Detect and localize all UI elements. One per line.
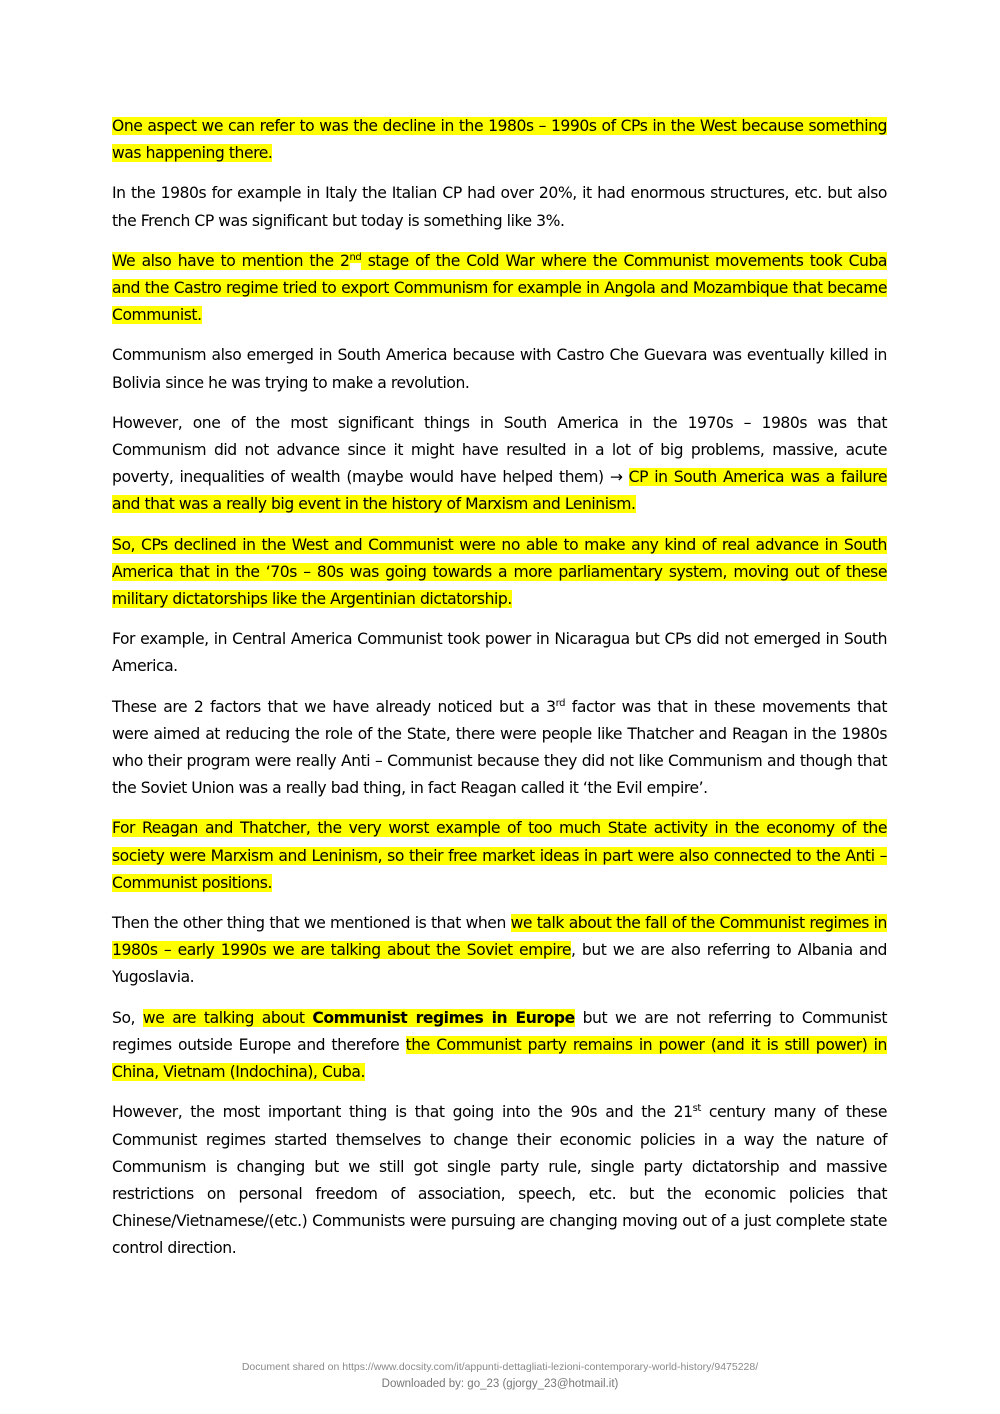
highlighted-text: stage of the Cold War where the Communist movements took Cuba and the Castro regime tried to export Communism for example in Angola and Mozambique that became Communist. (112, 251, 888, 325)
paragraph-p7 (112, 626, 887, 680)
paragraph-p3 (112, 248, 887, 330)
text-run: However, one of the most significant things in South America in the 1970s – 1980s was that Communism did not advance since it might have resulted in a lot of big problems, massive, acute poverty, inequalities of wealth (maybe would have helped them) → (112, 413, 887, 487)
highlighted-text: the Communist party remains in power (and it is still power) in China, Vietnam (Indochina), Cuba. (112, 1035, 887, 1082)
footer-shared-link[interactable]: Document shared on https://www.docsity.com/it/appunti-dettagliati-lezioni-contemporary-world-history/9475228/ (241, 1361, 759, 1373)
text-run: For example, in Central America Communist took power in Nicaragua but CPs did not emerged in South America. (112, 630, 887, 676)
paragraph-p9 (112, 815, 887, 897)
document-body (112, 113, 887, 1276)
text-run: rd (555, 697, 566, 709)
highlighted-text: For Reagan and Thatcher, the very worst example of too much State activity in the economy of the society were Marxism and Leninism, so their free market ideas in part were also connected to the Anti – Communist positions. (112, 819, 887, 892)
text-run: In the 1980s for example in Italy the Italian CP had over 20%, it had enormous structures, etc. but also the French CP was significant but today is something like 3%. (112, 184, 887, 230)
paragraph-p12 (112, 1099, 887, 1262)
text-run: century many of these Communist regimes started themselves to change their economic policies in a way the nature of Communism is changing but we still got single party rule, single party dictatorship and massive restrictions on personal freedom of association, speech, etc. but the economic policies that Chinese/Vietnamese/(etc.) Communists were pursuing are changing moving out of a just complete state control direction. (112, 1103, 887, 1258)
highlighted-text: CP in South America was a failure and that was a really big event in the history of Marxism and Leninism. (112, 468, 887, 514)
text-run: Communism also emerged in South America because with Castro Che Guevara was eventually killed in Bolivia since he was trying to make a revolution. (112, 346, 887, 392)
paragraph-p5 (112, 410, 887, 519)
paragraph-p6 (112, 532, 887, 614)
paragraph-p8 (112, 694, 887, 803)
highlighted-text: We also have to mention the 2 (112, 251, 350, 270)
paragraph-p10 (112, 910, 887, 992)
text-run: st (692, 1103, 701, 1115)
paragraph-p2 (112, 180, 887, 234)
paragraph-p1 (112, 113, 887, 167)
highlighted-text: nd (349, 251, 362, 263)
text-run: So, (112, 1008, 143, 1027)
footer-downloaded-by: Downloaded by: go_23 (gjorgy_23@hotmail.it) (381, 1378, 619, 1390)
text-run: but we are not referring to Communist regimes outside Europe and therefore (112, 1008, 887, 1054)
text-run: These are 2 factors that we have already noticed but a 3 (112, 697, 556, 716)
highlighted-text: Communist regimes in Europe (312, 1008, 575, 1027)
text-run: However, the most important thing is that going into the 90s and the 21 (112, 1103, 693, 1122)
text-run: factor was that in these movements that were aimed at reducing the role of the State, there were people like Thatcher and Reagan in the 1980s who their program were really Anti – Communist because they did not like Communism and though that the Soviet Union was a really bad thing, in fact Reagan called it ‘the Evil empire’. (112, 697, 887, 798)
highlighted-text: So, CPs declined in the West and Communist were no able to make any kind of real advance in South America that in the ‘70s – 80s was going towards a more parliamentary system, moving out of these military dictatorships like the Argentinian dictatorship. (112, 535, 887, 609)
paragraph-p11 (112, 1005, 887, 1087)
paragraph-p4 (112, 342, 887, 396)
highlighted-text: we are talking about (142, 1008, 313, 1027)
text-run: , but we are also referring to Albania and Yugoslavia. (112, 941, 887, 987)
highlighted-text: we talk about the fall of the Communist regimes in 1980s – early 1990s we are talking about the Soviet empire (112, 914, 887, 960)
text-run: Then the other thing that we mentioned is that when (112, 914, 511, 933)
highlighted-text: One aspect we can refer to was the decline in the 1980s – 1990s of CPs in the West because something was happening there. (112, 117, 887, 163)
